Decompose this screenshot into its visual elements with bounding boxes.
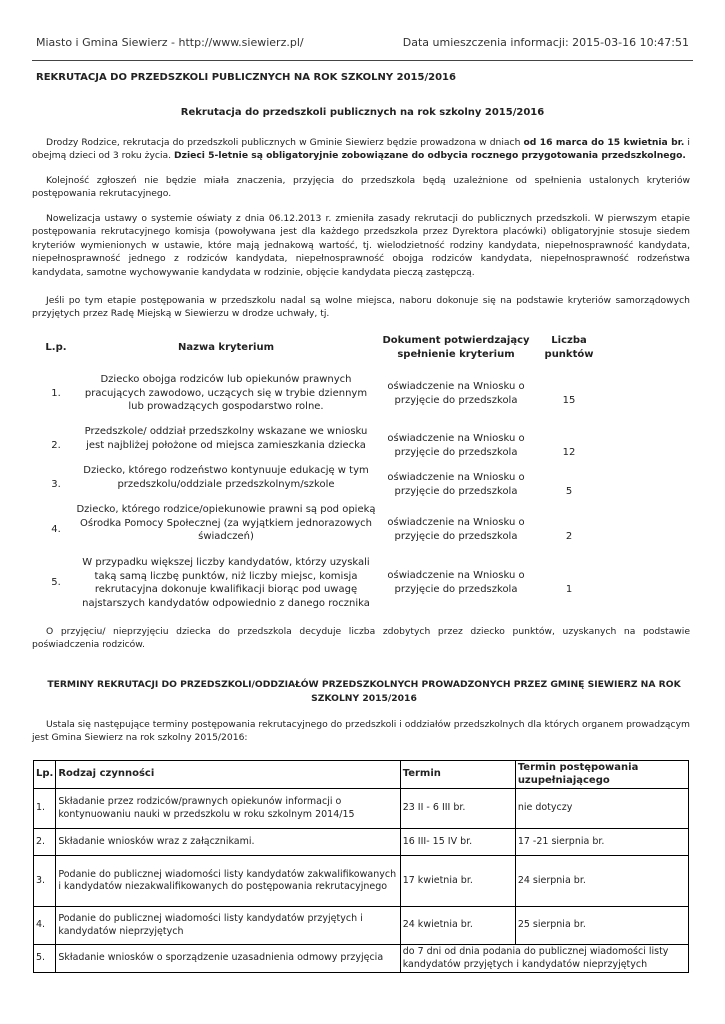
schedule-lp: 1.	[34, 789, 56, 829]
schedule-header-term: Termin	[400, 761, 515, 789]
schedule-term: 23 II - 6 III br.	[400, 789, 515, 829]
paragraph-order: Kolejność zgłoszeń nie będzie miała znaczenia, przyjęcia do przedszkola będą uzależnione od spełnienia ustalonych kryteriów postępowania rekrutacyjnego.	[32, 175, 690, 200]
schedule-activity: Składanie przez rodziców/prawnych opiekunów informacji o kontynuowaniu nauki w przedszkolu w roku szkolnym 2014/15	[56, 789, 400, 829]
table-header-row	[34, 761, 689, 789]
page-header	[36, 36, 689, 49]
table-row-name: Przedszkole/ oddział przedszkolny wskazane we wniosku jest najbliżej położone od miejsca zamieszkania dziecka	[84, 426, 368, 451]
schedule-activity: Składanie wniosków o sporządzenie uzasadnienia odmowy przyjęcia	[56, 945, 400, 973]
table-row-points: 1	[565, 584, 573, 595]
schedule-header-lp: Lp.	[34, 761, 56, 789]
publish-date: Data umieszczenia informacji: 2015-03-16 10:47:51	[402, 36, 689, 49]
table-row-name: Dziecko obojga rodziców lub opiekunów prawnych pracujących zawodowo, uczących się w trybie dziennym lub prowadzących gospodarstwo rolne.	[84, 374, 368, 412]
table-row-points: 2	[565, 531, 573, 542]
page-title: REKRUTACJA DO PRZEDSZKOLI PUBLICZNYCH NA ROK SZKOLNY 2015/2016	[36, 72, 456, 83]
schedule-term2: nie dotyczy	[515, 789, 688, 829]
criteria-header-doc: Dokument potwierdzający spełnienie kryterium	[382, 335, 530, 360]
table-row-points: 15	[562, 395, 576, 406]
table-row-lp: 2.	[51, 440, 61, 451]
table-row-lp: 3.	[51, 479, 61, 490]
table-row	[34, 907, 689, 945]
schedule-header-activity: Rodzaj czynności	[56, 761, 400, 789]
schedule-activity: Podanie do publicznej wiadomości listy kandydatów zakwalifikowanych i kandydatów niezakwalifikowanych do postępowania rekrutacyjnego	[56, 856, 400, 907]
table-row-points: 12	[562, 447, 576, 458]
table-row	[34, 789, 689, 829]
schedule-term2: 17 -21 sierpnia br.	[515, 829, 688, 856]
table-row	[34, 856, 689, 907]
schedule-term: 16 III- 15 IV br.	[400, 829, 515, 856]
schedule-activity: Składanie wniosków wraz z załącznikami.	[56, 829, 400, 856]
schedule-term: 17 kwietnia br.	[400, 856, 515, 907]
paragraph-decision: O przyjęciu/ nieprzyjęciu dziecka do przedszkola decyduje liczba zdobytych przez dziecko punktów, uzyskanych na podstawie poświadczenia rodziców.	[32, 626, 690, 651]
schedule-term-merged: do 7 dni od dnia podania do publicznej wiadomości listy kandydatów przyjętych i kandydatów nieprzyjętych	[400, 945, 688, 973]
table-row-name: Dziecko, którego rodzeństwo kontynuuje edukację w tym przedszkolu/oddziale przedszkolnym/szkole	[83, 465, 369, 490]
table-row	[34, 945, 689, 973]
paragraph-intro: Drodzy Rodzice, rekrutacja do przedszkoli publicznych w Gminie Siewierz będzie prowadzona w dniach od 16 marca do 15 kwietnia br. i obejmą dzieci od 3 roku życia. Dzieci 5-letnie są obligatoryjnie zobowiązane do odbycia rocznego przygotowania przedszkolnego.	[32, 137, 690, 162]
table-row-lp: 1.	[51, 388, 61, 399]
site-url: Miasto i Gmina Siewierz - http://www.siewierz.pl/	[36, 36, 304, 49]
paragraph-law: Nowelizacja ustawy o systemie oświaty z dnia 06.12.2013 r. zmieniła zasady rekrutacji do publicznych przedszkoli. W pierwszym etapie postępowania rekrutacyjnego komisja (powoływana jest dla każdego przedszkola przez Dyrektora placówki) obligatoryjnie stosuje siedem kryteriów wymienionych w ustawie, które mają jednakową wartość, tj. wielodzietność rodziny kandydata, niepełnosprawność kandydata, niepełnosprawność jednego z rodziców kandydata, niepełnosprawność obojga rodziców kandydata, niepełnosprawność rodzeństwa kandydata, samotne wychowywanie kandydata w rodzinie, objęcie kandydata pieczą zastępczą.	[32, 213, 690, 278]
section-title: TERMINY REKRUTACJI DO PRZEDSZKOLI/ODDZIAŁÓW PRZEDSZKOLNYCH PROWADZONYCH PRZEZ GMINĘ SIEWIERZ NA ROK SZKOLNY 2015/2016	[47, 679, 681, 704]
table-row-points: 5	[565, 486, 573, 497]
schedule-lp: 5.	[34, 945, 56, 973]
table-row-doc: oświadczenie na Wniosku o przyjęcie do przedszkola	[387, 517, 525, 542]
table-row-name: Dziecko, którego rodzice/opiekunowie prawni są pod opieką Ośrodka Pomocy Społecznej (za wyjątkiem jednorazowych świadczeń)	[76, 504, 376, 542]
table-row-doc: oświadczenie na Wniosku o przyjęcie do przedszkola	[387, 472, 525, 497]
paragraph-criteria-intro: Jeśli po tym etapie postępowania w przedszkolu nadal są wolne miejsca, naboru dokonuje się na podstawie kryteriów samorządowych przyjętych przez Radę Miejską w Siewierzu w drodze uchwały, tj.	[32, 295, 690, 320]
criteria-header-name: Nazwa kryterium	[178, 342, 274, 353]
header-divider	[32, 60, 693, 61]
schedule-table	[33, 760, 689, 973]
criteria-header-points: Liczba punktów	[544, 335, 594, 360]
table-row-lp: 4.	[51, 524, 61, 535]
subtitle: Rekrutacja do przedszkoli publicznych na rok szkolny 2015/2016	[180, 107, 545, 118]
schedule-term: 24 kwietnia br.	[400, 907, 515, 945]
schedule-activity: Podanie do publicznej wiadomości listy kandydatów przyjętych i kandydatów nieprzyjętych	[56, 907, 400, 945]
table-row	[34, 829, 689, 856]
paragraph-terms-intro: Ustala się następujące terminy postępowania rekrutacyjnego do przedszkoli i oddziałów przedszkolnych dla których organem prowadzącym jest Gmina Siewierz na rok szkolny 2015/2016:	[32, 719, 690, 744]
schedule-term2: 25 sierpnia br.	[515, 907, 688, 945]
table-row-lp: 5.	[51, 577, 61, 588]
schedule-term2: 24 sierpnia br.	[515, 856, 688, 907]
table-row-doc: oświadczenie na Wniosku o przyjęcie do przedszkola	[387, 433, 525, 458]
schedule-lp: 4.	[34, 907, 56, 945]
schedule-header-term2: Termin postępowania uzupełniającego	[515, 761, 688, 789]
criteria-header-lp: L.p.	[45, 342, 67, 353]
schedule-lp: 2.	[34, 829, 56, 856]
table-row-name: W przypadku większej liczby kandydatów, którzy uzyskali taką samą liczbę punktów, niż liczby miejsc, komisja rekrutacyjna dokonuje kwalifikacji biorąc pod uwagę najstarszych kandydatów odpowiednio z danego rocznika	[82, 557, 370, 609]
table-row-doc: oświadczenie na Wniosku o przyjęcie do przedszkola	[387, 570, 525, 595]
schedule-lp: 3.	[34, 856, 56, 907]
table-row-doc: oświadczenie na Wniosku o przyjęcie do przedszkola	[387, 381, 525, 406]
